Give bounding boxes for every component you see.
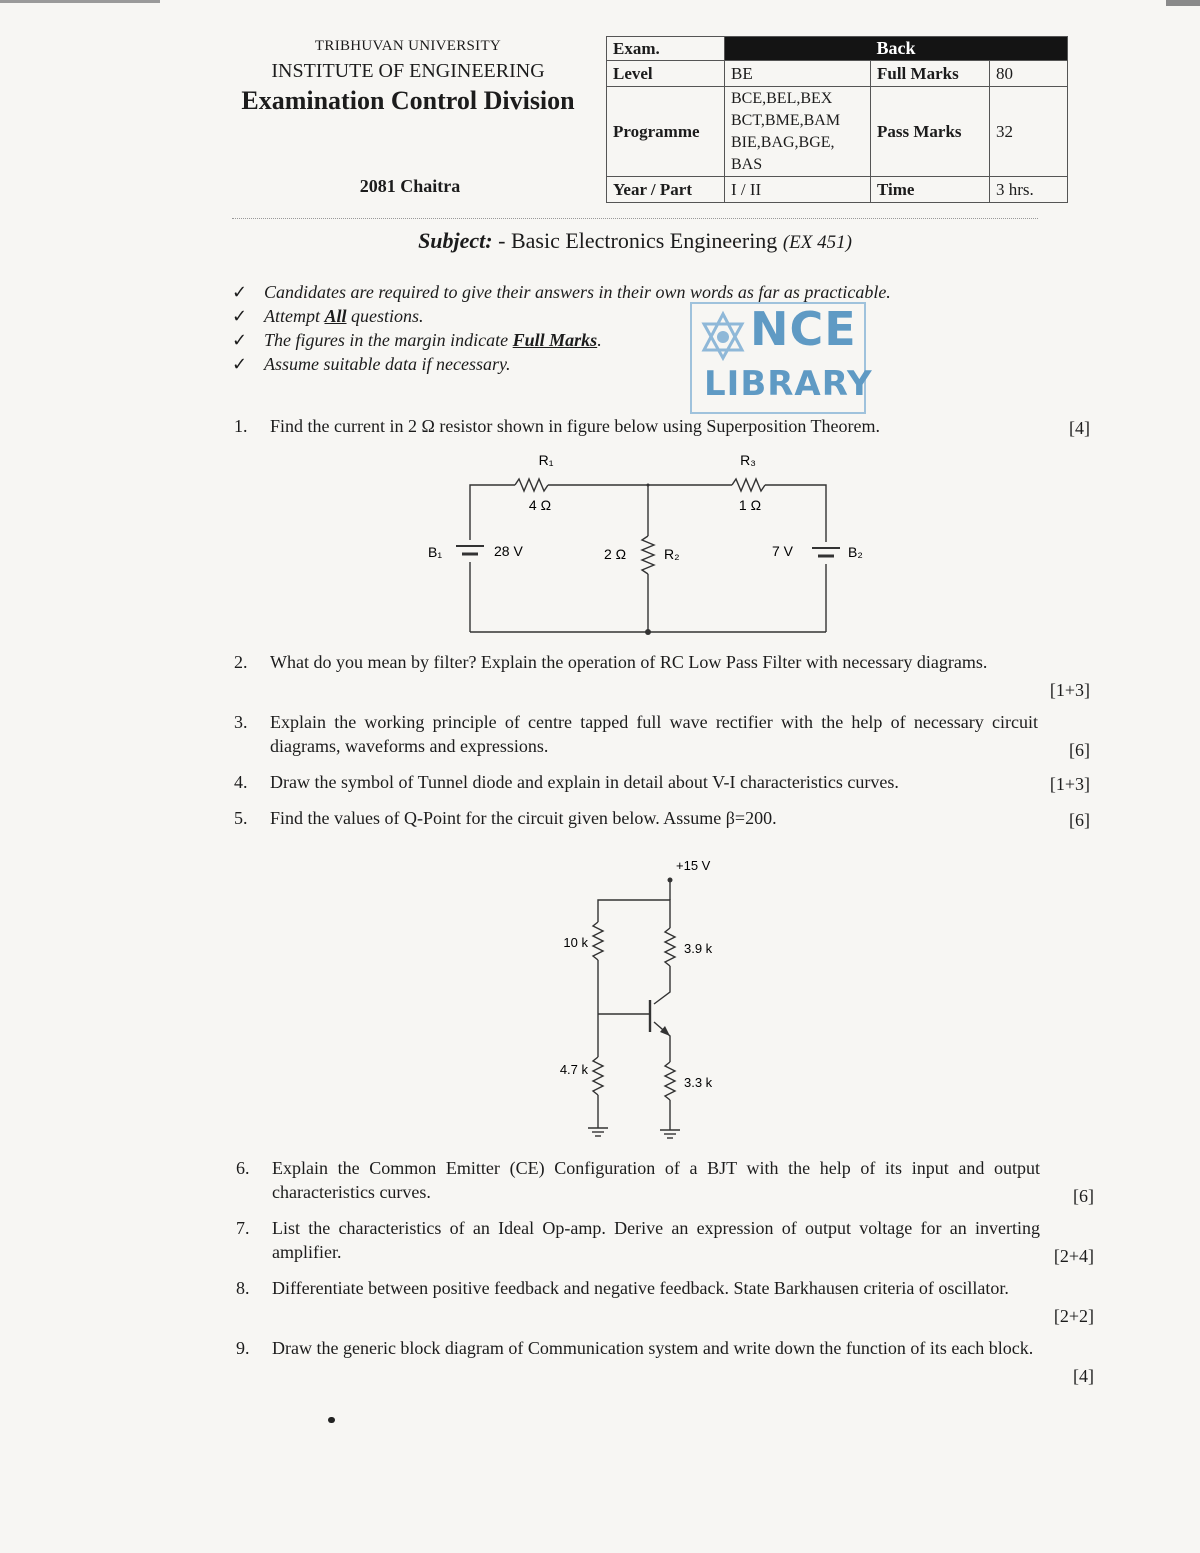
exam-session: 2081 Chaitra [359,176,461,196]
question-marks: [6] [1073,1186,1094,1206]
scan-edge-mark [1166,0,1200,6]
question-item [234,710,1040,760]
exam-label: Exam. [607,37,725,61]
question-number: 1. [234,416,248,436]
question-item [234,806,1040,832]
question-marks: [4] [1073,1366,1094,1386]
instruction-item [232,328,1032,352]
instruction-text: Attempt [264,306,325,326]
question-text: List the characteristics of an Ideal Op-amp. Derive an expression of output voltage for an inverting amplifier. [272,1218,1040,1262]
instruction-item [232,352,1032,376]
question-text: Draw the generic block diagram of Communication system and write down the function of its each block. [272,1338,1034,1358]
check-icon: ✓ [232,354,248,375]
r-top-left-label: 10 k [563,935,588,950]
instruction-text: questions. [346,306,424,326]
question-marks: [6] [1069,810,1090,830]
question-number: 4. [234,772,248,792]
question-text: Find the current in 2 Ω resistor shown in figure below using Superposition Theorem. [270,416,880,436]
r1-label: R₁ [538,452,554,468]
b2-label: B₂ [848,544,863,560]
stamp-text: LIBRARY [704,364,873,404]
exam-type: Back [725,37,1068,61]
question-marks: [4] [1069,418,1090,438]
programme-line: BAS [731,155,763,173]
question-marks: [1+3] [1049,680,1090,700]
question-marks: [2+2] [1053,1306,1094,1326]
r1-value: 4 Ω [528,497,552,513]
subject-label: Subject: [418,228,493,253]
r3-value: 1 Ω [738,497,762,513]
library-logo-icon [700,310,746,362]
stamp-text: NCE [750,302,857,356]
b1-label: B₁ [428,544,443,560]
library-stamp [690,302,873,414]
instruction-item [232,280,1032,304]
circuit-node [645,629,651,635]
instructions-list [232,280,1032,376]
r-emitter-label: 3.3 k [684,1075,713,1090]
superposition-circuit-diagram [420,450,880,650]
r3-label: R₃ [740,452,756,468]
question-marks: [2+4] [1053,1246,1094,1266]
question-text: Differentiate between positive feedback and negative feedback. State Barkhausen criteria of oscillator. [272,1278,1009,1298]
question-item [234,414,1040,440]
subject-line [230,228,1040,254]
vcc-label: +15 V [676,858,711,873]
full-marks-value: 80 [990,61,1068,87]
programme-line: BIE,BAG,BGE, [731,133,835,151]
question-item [236,1216,1042,1266]
question-text: Explain the working principle of centre tapped full wave rectifier with the help of necessary circuit diagrams, waveforms and expressions. [270,712,1038,756]
r-collector-label: 3.9 k [684,941,713,956]
pass-marks-value: 32 [990,87,1068,177]
programme-list [725,87,871,177]
pass-marks-label: Pass Marks [871,87,990,177]
scan-edge-mark [0,0,160,3]
header-divider [232,218,1038,219]
question-marks: [1+3] [1049,774,1090,794]
question-item [234,650,1040,700]
question-text: Find the values of Q-Point for the circuit given below. Assume β=200. [270,808,777,828]
exam-info-table [606,36,1068,203]
question-number: 2. [234,652,248,672]
subject-code: (EX 451) [782,232,852,253]
circuit-node [647,484,650,487]
r-bottom-left-label: 4.7 k [559,1062,588,1077]
subject-dash: - [498,228,506,253]
b2-value: 7 V [772,543,794,559]
instruction-text: The figures in the margin indicate [264,330,513,350]
level-value: BE [725,61,871,87]
institute-name: INSTITUTE OF ENGINEERING [271,60,545,82]
instruction-emphasis: All [324,306,347,326]
question-text: Explain the Common Emitter (CE) Configuration of a BJT with the help of its input and output characteristics curves. [272,1158,1040,1202]
question-marks: [6] [1069,740,1090,760]
year-part-value: I / II [725,177,871,203]
level-label: Level [607,61,725,87]
r2-label: R₂ [664,546,680,562]
subject-name: Basic Electronics Engineering [510,228,778,253]
instruction-text: Candidates are required to give their answers in their own words as far as practicable. [264,282,891,302]
question-number: 7. [236,1218,250,1238]
question-text: Draw the symbol of Tunnel diode and explain in detail about V-I characteristics curves. [270,772,899,792]
check-icon: ✓ [232,306,248,327]
question-number: 9. [236,1338,250,1358]
time-label: Time [871,177,990,203]
b1-value: 28 V [494,543,523,559]
supply-terminal [668,878,673,883]
full-marks-label: Full Marks [871,61,990,87]
question-item [236,1156,1042,1206]
instruction-emphasis: Full Marks [512,330,598,350]
check-icon: ✓ [232,282,248,303]
question-item [236,1276,1042,1326]
programme-line: BCT,BME,BAM [731,111,841,129]
question-item [234,770,1040,796]
scan-dot-mark [328,1417,335,1423]
division-name: Examination Control Division [241,86,575,115]
time-value: 3 hrs. [990,177,1068,203]
instruction-text: . [597,330,602,350]
question-number: 5. [234,808,248,828]
programme-label: Programme [607,87,725,177]
programme-line: BCE,BEL,BEX [731,89,833,107]
year-part-label: Year / Part [607,177,725,203]
instruction-item [232,304,1032,328]
question-text: What do you mean by filter? Explain the operation of RC Low Pass Filter with necessary diagrams. [270,652,988,672]
r2-value: 2 Ω [604,546,627,562]
emitter-arrow-icon [660,1026,670,1036]
question-number: 6. [236,1158,250,1178]
check-icon: ✓ [232,330,248,351]
question-number: 3. [234,712,248,732]
question-number: 8. [236,1278,250,1298]
instruction-text: Assume suitable data if necessary. [264,354,511,374]
university-name: TRIBHUVAN UNIVERSITY [314,38,502,54]
bjt-bias-circuit-diagram [540,852,740,1147]
question-item [236,1336,1042,1386]
